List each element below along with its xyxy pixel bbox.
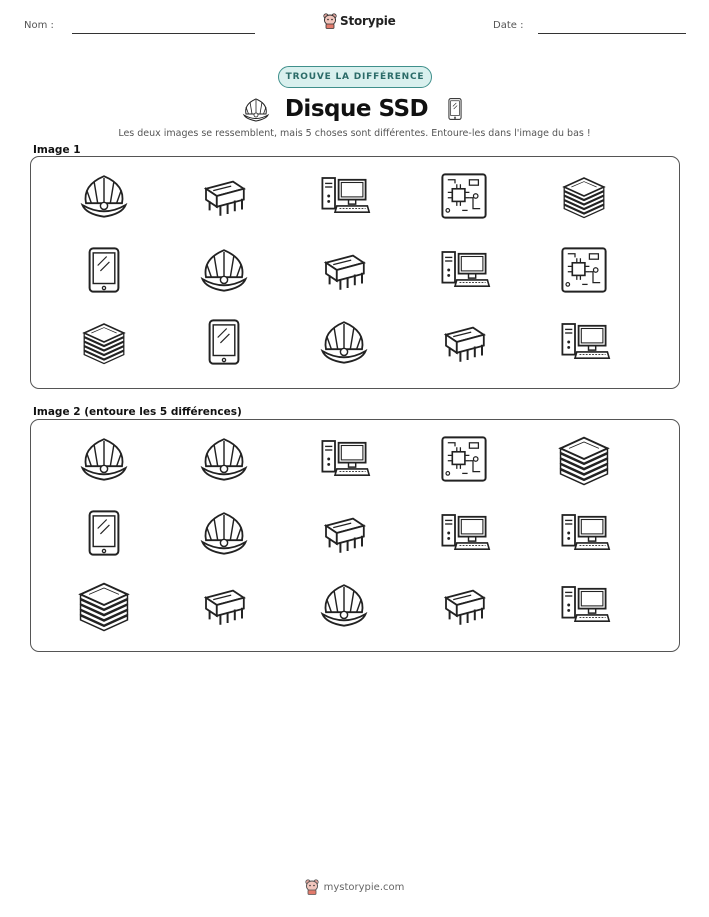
activity-badge: TROUVE LA DIFFÉRENCE [278,66,432,88]
shell-icon[interactable] [197,506,251,560]
shell-icon [241,94,271,124]
footer-url: mystorypie.com [323,881,405,893]
shell-icon[interactable] [77,432,131,486]
date-line[interactable] [538,33,686,34]
tablet-icon [197,315,251,369]
shell-icon [317,315,371,369]
computer-icon [437,243,491,297]
shell-icon[interactable] [197,432,251,486]
shell-icon [77,169,131,223]
instructions: Les deux images se ressemblent, mais 5 choses sont différentes. Entoure-les dans l'image du bas ! [118,128,591,139]
brand-logo [323,13,396,29]
chip-icon[interactable] [437,578,491,632]
ssd-stack-icon[interactable] [72,573,136,637]
ssd-stack-icon [557,169,611,223]
image2-label: Image 2 (entoure les 5 différences) [33,406,242,418]
page-title: Disque SSD [284,96,429,122]
tablet-icon[interactable] [77,506,131,560]
date-label: Date : [493,20,524,31]
circuit-board-icon [437,169,491,223]
shell-icon [197,243,251,297]
computer-icon[interactable] [557,578,611,632]
footer [0,879,709,895]
image1-label: Image 1 [33,144,81,156]
ssd-stack-icon[interactable] [552,427,616,491]
mascot-icon [305,879,319,895]
title-row [0,92,709,126]
tablet-icon [442,94,468,124]
computer-icon[interactable] [557,506,611,560]
chip-icon[interactable] [197,578,251,632]
tablet-icon [77,243,131,297]
chip-icon [317,243,371,297]
computer-icon[interactable] [317,432,371,486]
circuit-board-icon [557,243,611,297]
computer-icon [317,169,371,223]
shell-icon[interactable] [317,578,371,632]
brand-name: Storypie [340,14,396,28]
chip-icon[interactable] [317,506,371,560]
chip-icon [437,315,491,369]
circuit-board-icon[interactable] [437,432,491,486]
image1-panel [30,156,680,389]
name-label: Nom : [24,20,54,31]
image2-panel[interactable] [30,419,680,652]
name-line[interactable] [72,33,255,34]
mascot-icon [323,13,337,29]
ssd-stack-icon [77,315,131,369]
computer-icon[interactable] [437,506,491,560]
computer-icon [557,315,611,369]
chip-icon [197,169,251,223]
